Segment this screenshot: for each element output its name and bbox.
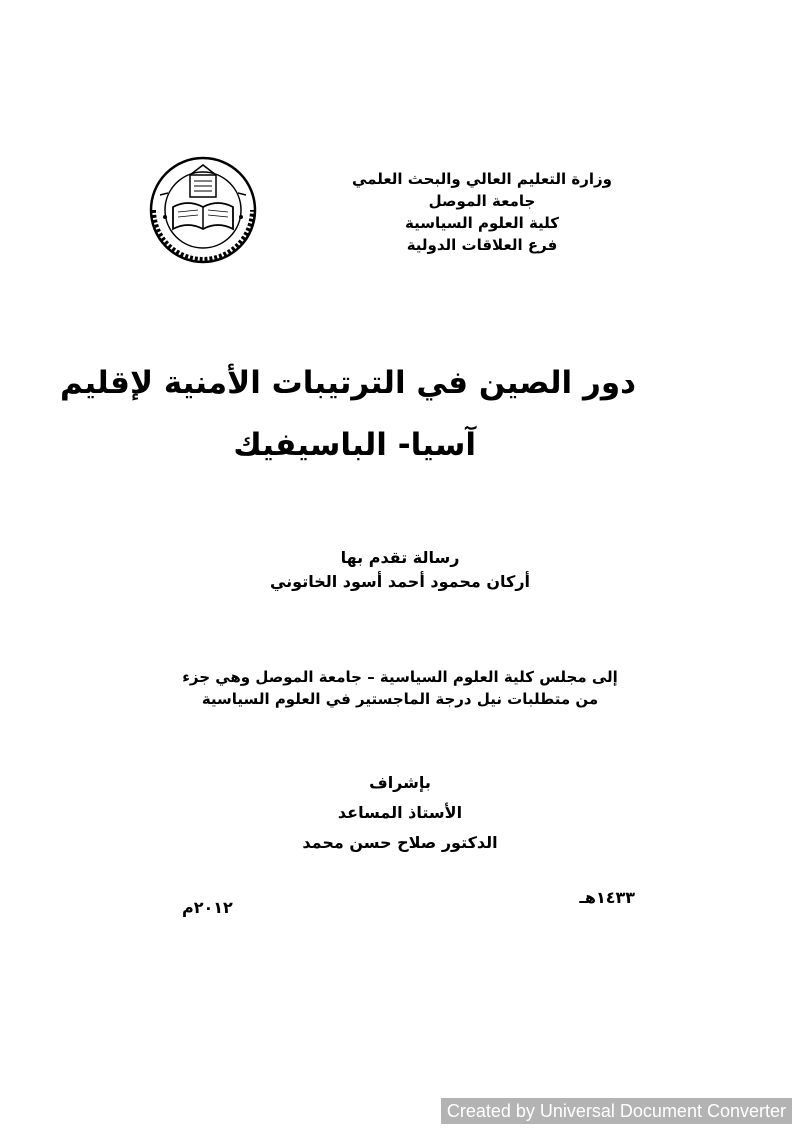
supervision-block [200,768,600,858]
gregorian-date: ٢٠١٢م [182,898,233,917]
submission-line-1: إلى مجلس كلية العلوم السياسية – جامعة الموصل وهي جزء [182,668,618,686]
supervisor-rank: الأستاذ المساعد [337,803,463,822]
converter-watermark: Created by Universal Document Converter [441,1098,792,1124]
thesis-title [60,352,636,476]
hijri-date: ١٤٣٣هـ [579,888,635,907]
supervision-label: بإشراف [369,773,431,792]
institution-header [332,168,632,256]
department-line: فرع العلاقات الدولية [406,236,558,254]
author-intro: رسالة تقدم بها [340,548,460,567]
ministry-line: وزارة التعليم العالي والبحث العلمي [351,170,613,188]
title-line-1: دور الصين في الترتيبات الأمنية لإقليم [60,365,636,401]
author-name: أركان محمود أحمد أسود الخاتوني [269,572,531,591]
author-block [200,546,600,594]
title-line-2: آسيا- الباسيفيك [233,427,476,463]
submission-line-2: من متطلبات نيل درجة الماجستير في العلوم السياسية [201,690,599,708]
college-line: كلية العلوم السياسية [404,214,560,232]
university-line: جامعة الموصل [428,192,536,210]
submission-statement [140,666,660,710]
supervisor-name: الدكتور صلاح حسن محمد [302,833,498,852]
university-seal-icon [138,155,268,265]
